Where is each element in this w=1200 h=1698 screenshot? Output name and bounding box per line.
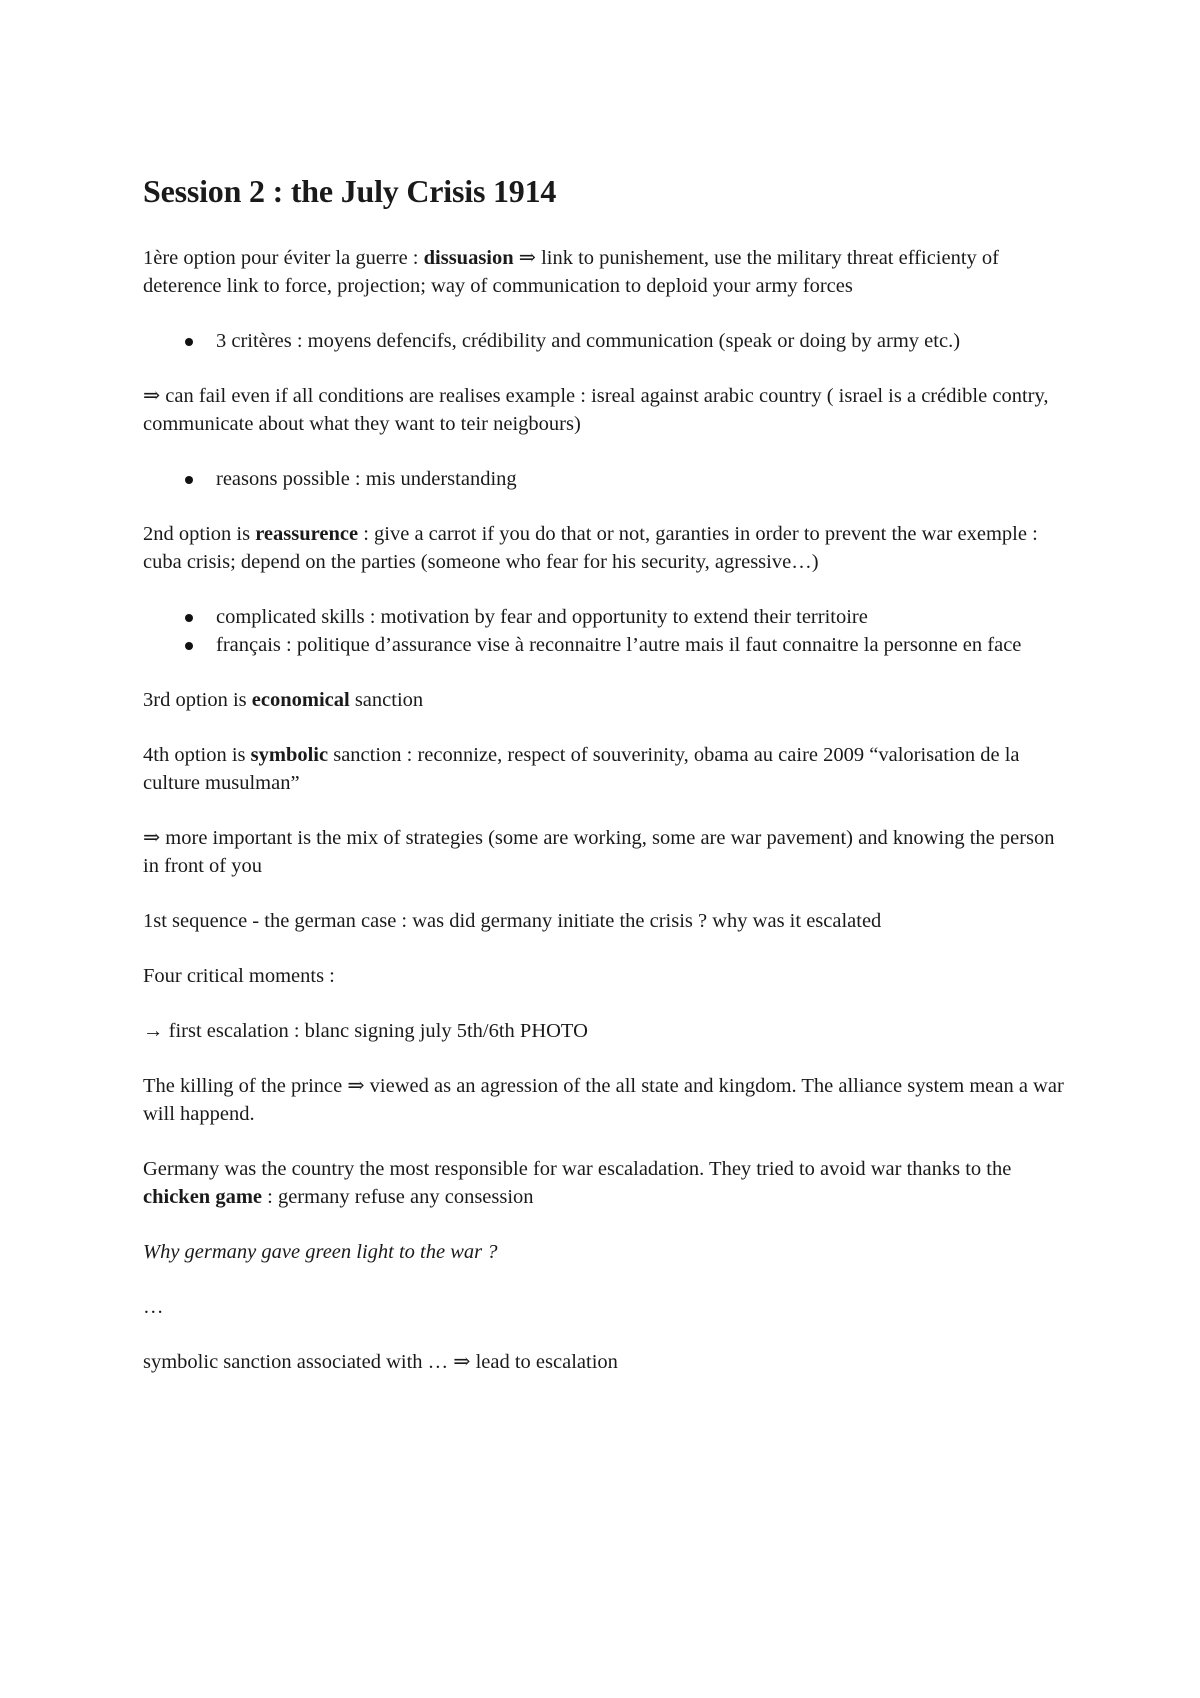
paragraph-question <box>143 1238 1072 1266</box>
paragraph-reassurence <box>143 520 1072 576</box>
text-span: 4th option is <box>143 744 251 767</box>
paragraph-symbolic-escalation: symbolic sanction associated with … ⇒ lead to escalation <box>143 1351 618 1374</box>
text-span: : germany refuse any consession <box>262 1186 534 1209</box>
text-span: 1ère option pour éviter la guerre : <box>143 247 424 270</box>
page-title: Session 2 : the July Crisis 1914 <box>143 173 557 209</box>
paragraph-symbolic <box>143 741 1072 797</box>
text-span: sanction <box>349 689 424 712</box>
bold-term: reassurence <box>255 523 359 546</box>
text-span: 3rd option is <box>143 689 252 712</box>
paragraph-can-fail: ⇒ can fail even if all conditions are realises example : isreal against arabic country ( israel is a crédible contry, communicate about what they want to teir neigbours) <box>143 385 1049 436</box>
text-span: ⇒ link to punishement, use the military threat efficienty of deterence link to force, projection; way of communication to deploid your army forces <box>143 247 999 298</box>
list-item: reasons possible : mis understanding <box>216 465 1072 493</box>
bullet-list <box>143 603 1072 659</box>
text-span: sanction : reconnize, respect of souverinity, obama au caire 2009 “valorisation de la culture musulman” <box>143 744 1020 795</box>
bullet-list <box>143 465 1072 493</box>
paragraph-killing-prince: The killing of the prince ⇒ viewed as an agression of the all state and kingdom. The alliance system mean a war will happend. <box>143 1075 1064 1126</box>
paragraph-dissuasion <box>143 244 1072 300</box>
paragraph-ellipsis: … <box>143 1296 164 1319</box>
text-span: 2nd option is <box>143 523 256 546</box>
list-item: 3 critères : moyens defencifs, crédibility and communication (speak or doing by army etc.) <box>216 327 1072 355</box>
bold-term: chicken game <box>143 1186 262 1209</box>
paragraph-germany-responsible <box>143 1155 1072 1211</box>
list-item: complicated skills : motivation by fear and opportunity to extend their territoire <box>216 603 1072 631</box>
list-item: français : politique d’assurance vise à reconnaitre l’autre mais il faut connaitre la personne en face <box>216 631 1072 659</box>
bullet-list <box>143 327 1072 355</box>
paragraph-critical-moments: Four critical moments : <box>143 965 335 988</box>
italic-question: Why germany gave green light to the war ? <box>143 1241 498 1264</box>
bold-term: economical <box>251 689 350 712</box>
text-span: Germany was the country the most responsible for war escaladation. They tried to avoid war thanks to the <box>143 1158 1012 1181</box>
paragraph-first-escalation: → first escalation : blanc signing july 5th/6th PHOTO <box>143 1020 588 1043</box>
text-span: : give a carrot if you do that or not, garanties in order to prevent the war exemple : cuba crisis; depend on the parties (someone who fear for his security, agressive…) <box>143 523 1038 574</box>
bold-term: dissuasion <box>423 247 514 270</box>
bold-term: symbolic <box>250 744 329 767</box>
paragraph-mix-strategies: ⇒ more important is the mix of strategies (some are working, some are war pavement) and knowing the person in front of you <box>143 827 1055 878</box>
paragraph-first-sequence: 1st sequence - the german case : was did germany initiate the crisis ? why was it escalated <box>143 910 882 933</box>
paragraph-economical <box>143 686 1072 714</box>
